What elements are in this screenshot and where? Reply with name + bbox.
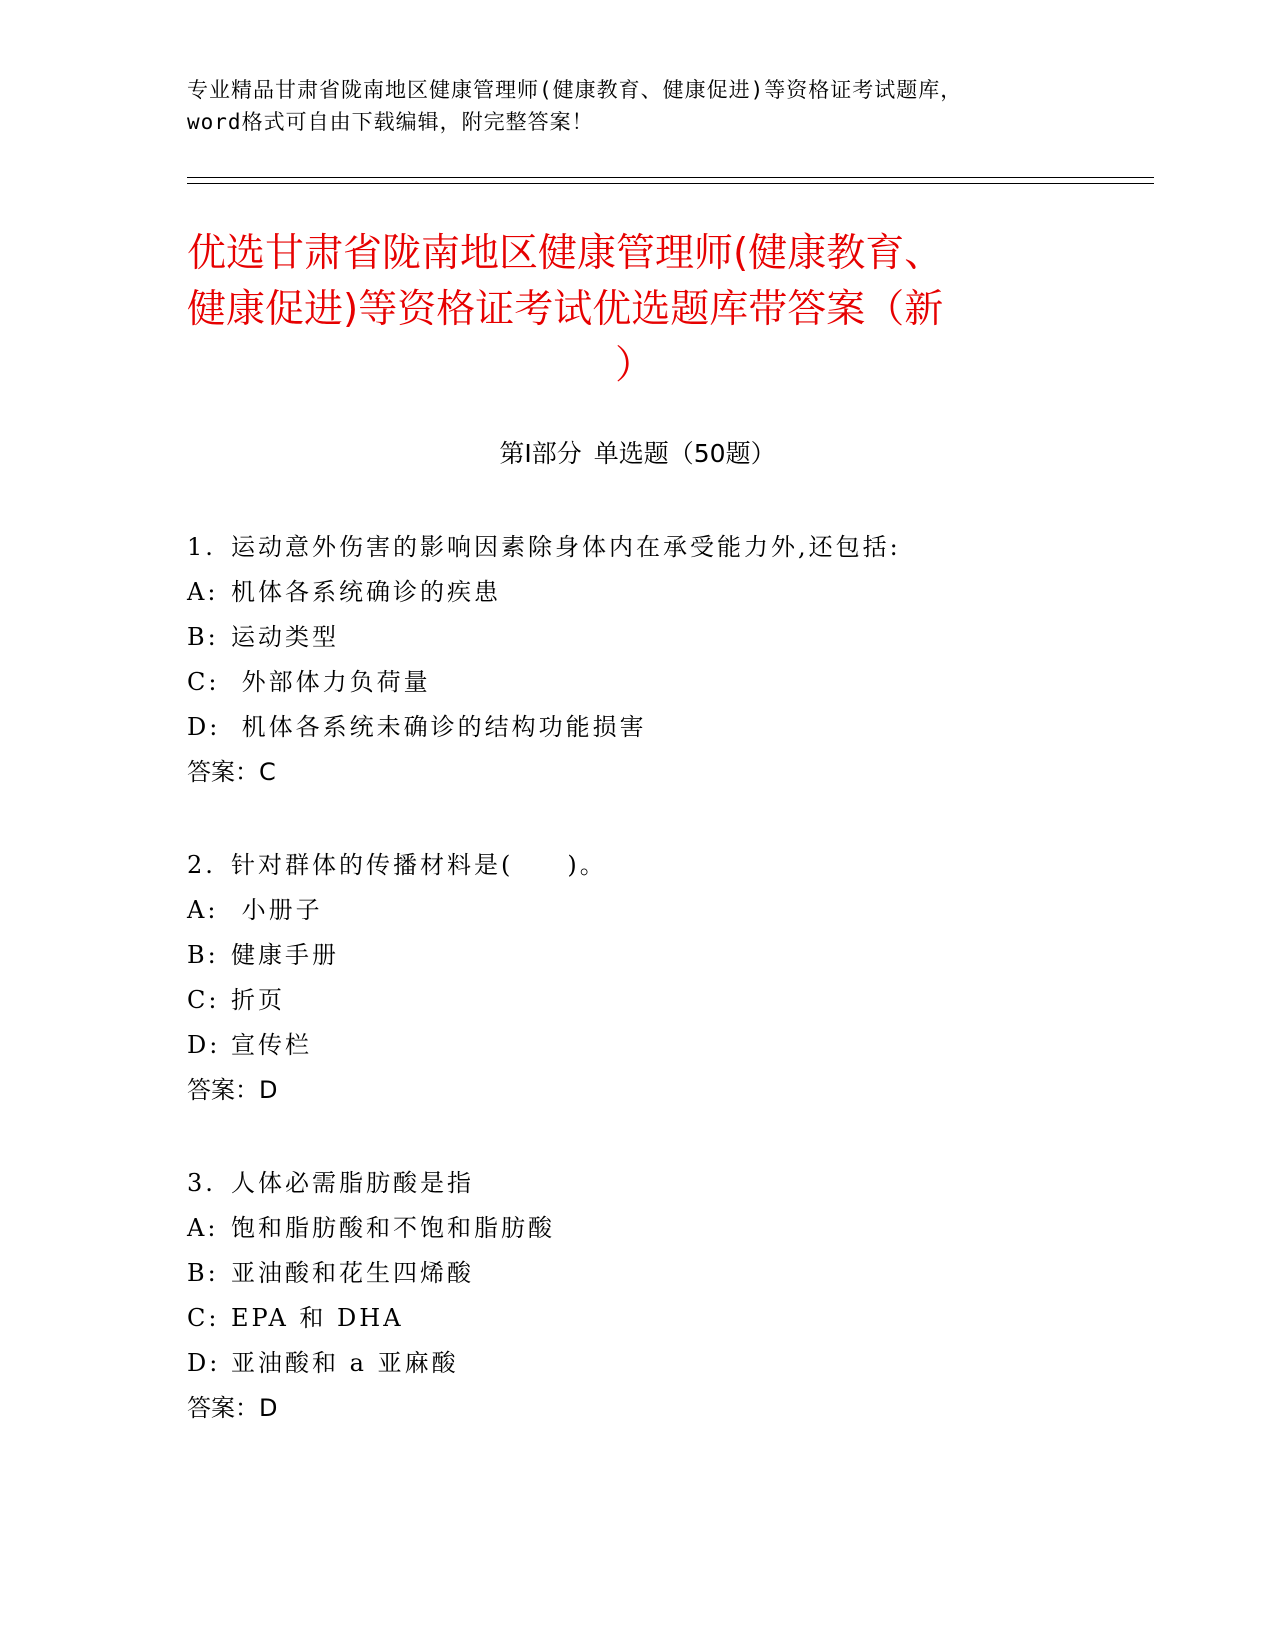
option-key: A: xyxy=(187,578,219,606)
section-type-label: 单选题（50题） xyxy=(593,439,776,468)
option-key: C: xyxy=(187,1304,220,1332)
answer-line xyxy=(187,1068,1137,1113)
option-a xyxy=(187,1206,1137,1251)
answer-line xyxy=(187,750,1137,795)
option-c xyxy=(187,978,1137,1023)
question-number: 2. xyxy=(187,851,216,879)
option-a xyxy=(187,570,1137,615)
question-number: 1. xyxy=(187,533,216,561)
option-c xyxy=(187,1296,1137,1341)
option-key: B: xyxy=(187,623,219,651)
header-divider-top xyxy=(187,177,1154,178)
option-key: C: xyxy=(187,668,220,696)
section-heading xyxy=(0,436,1275,472)
option-text: 亚油酸和 a 亚麻酸 xyxy=(231,1349,459,1377)
option-text: 宣传栏 xyxy=(231,1031,312,1059)
question-text: 针对群体的传播材料是( )。 xyxy=(231,851,607,879)
answer-value: D xyxy=(259,1076,278,1104)
option-d xyxy=(187,1341,1137,1386)
option-text: 外部体力负荷量 xyxy=(231,668,431,696)
option-key: C: xyxy=(187,986,220,1014)
answer-value: C xyxy=(259,758,276,786)
option-b xyxy=(187,615,1137,660)
option-key: D: xyxy=(187,1349,221,1377)
document-title xyxy=(187,226,1087,394)
option-key: B: xyxy=(187,1259,219,1287)
answer-label: 答案： xyxy=(187,758,259,786)
document-title-line-3: ） xyxy=(615,343,655,388)
option-text: 运动类型 xyxy=(231,623,339,651)
question-stem xyxy=(187,1161,1137,1206)
option-a xyxy=(187,888,1137,933)
option-key: D: xyxy=(187,1031,221,1059)
answer-value: D xyxy=(259,1394,278,1422)
option-c xyxy=(187,660,1137,705)
option-key: A: xyxy=(187,1214,219,1242)
option-text: 亚油酸和花生四烯酸 xyxy=(231,1259,474,1287)
answer-label: 答案： xyxy=(187,1076,259,1104)
option-text: 小册子 xyxy=(231,896,323,924)
option-key: B: xyxy=(187,941,219,969)
answer-label: 答案： xyxy=(187,1394,259,1422)
header-note xyxy=(187,74,1087,138)
section-part-label: 第Ⅰ部分 xyxy=(499,439,582,468)
option-key: D: xyxy=(187,713,221,741)
option-text: 健康手册 xyxy=(231,941,339,969)
question-2 xyxy=(187,843,1137,1113)
document-title-line-2: 健康促进)等资格证考试优选题库带答案（新 xyxy=(187,287,944,332)
option-d xyxy=(187,705,1137,750)
question-text: 运动意外伤害的影响因素除身体内在承受能力外,还包括: xyxy=(231,533,901,561)
option-text: 机体各系统确诊的疾患 xyxy=(231,578,501,606)
header-note-line-1: 专业精品甘肃省陇南地区健康管理师(健康教育、健康促进)等资格证考试题库， xyxy=(187,78,963,102)
option-text: 饱和脂肪酸和不饱和脂肪酸 xyxy=(231,1214,555,1242)
document-title-line-1: 优选甘肃省陇南地区健康管理师(健康教育、 xyxy=(187,231,944,276)
answer-line xyxy=(187,1386,1137,1431)
question-1 xyxy=(187,525,1137,795)
question-number: 3. xyxy=(187,1169,216,1197)
header-divider-bottom xyxy=(187,183,1154,184)
option-key: A: xyxy=(187,896,219,924)
option-text: 折页 xyxy=(231,986,285,1014)
option-text: 机体各系统未确诊的结构功能损害 xyxy=(231,713,647,741)
question-text: 人体必需脂肪酸是指 xyxy=(231,1169,474,1197)
question-stem xyxy=(187,525,1137,570)
option-d xyxy=(187,1023,1137,1068)
option-text: EPA 和 DHA xyxy=(231,1304,404,1332)
header-note-line-2: word格式可自由下载编辑，附完整答案！ xyxy=(187,110,594,134)
question-stem xyxy=(187,843,1137,888)
option-b xyxy=(187,1251,1137,1296)
option-b xyxy=(187,933,1137,978)
question-3 xyxy=(187,1161,1137,1431)
